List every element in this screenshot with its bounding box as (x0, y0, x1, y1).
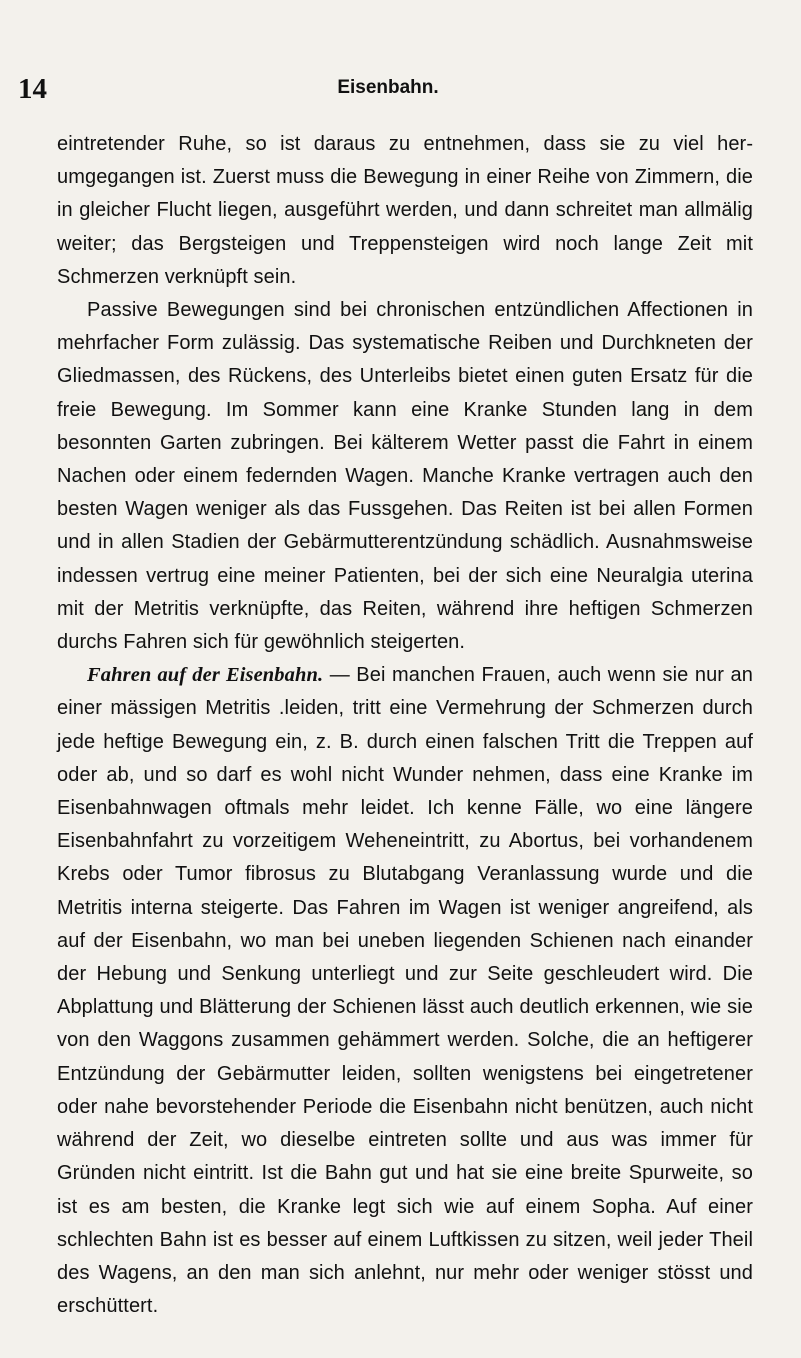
body-text (57, 128, 753, 1323)
paragraph-text: Passive Bewegungen sind bei chronischen entzündlichen Affectionen in mehrfacher Form zulässig. Das systematische Reiben und Durchkneten der Gliedmassen, des Rückens, des Unterleibs bietet einen guten Ersatz für die freie Bewegung. Im Sommer kann eine Kranke Stunden lang in dem besonnten Garten zubringen. Bei kälterem Wetter passt die Fahrt in einem Nachen oder einem federnden Wagen. Manche Kranke vertragen auch den besten Wagen weniger als das Fussgehen. Das Reiten ist bei allen Formen und in allen Stadien der Gebärmutterentzündung schädlich. Ausnahmsweise indessen vertrug eine meiner Patienten, bei der sich eine Neuralgia uterina mit der Metritis verknüpfte, das Reiten, während ihre heftigen Schmerzen durchs Fahren sich für gewöhnlich steigerten. (57, 299, 753, 654)
paragraph-text: — Bei manchen Frauen, auch wenn sie nur an einer mässigen Metritis .leiden, tritt eine Vermehrung der Schmerzen durch jede heftige Bewegung ein, z. B. durch einen falschen Tritt die Treppen auf oder ab, und so darf es wohl nicht Wunder nehmen, dass eine Kranke im Eisenbahnwagen oftmals mehr leidet. Ich kenne Fälle, wo eine längere Eisenbahnfahrt zu vorzeitigem Weheneintritt, zu Abortus, bei vorhandenem Krebs oder Tumor fibrosus zu Blutabgang Veranlassung wurde und die Metritis interna steigerte. Das Fahren im Wagen ist weniger angreifend, als auf der Eisenbahn, wo man bei uneben liegenden Schienen nach einander der Hebung und Senkung unterliegt und zur Seite geschleudert wird. Die Abplattung und Blätterung der Schienen lässt auch deutlich erkennen, wie sie von den Waggons zusammen gehämmert werden. Solche, die an heftigerer Entzündung der Gebärmutter leiden, sollten wenigstens bei eingetretener oder nahe bevorstehender Periode die Eisenbahn nicht benützen, auch nicht während der Zeit, wo dieselbe eintreten sollte und aus was immer für Gründen nicht eintritt. Ist die Bahn gut und hat sie eine breite Spurweite, so ist es am besten, die Kranke legt sich wie auf einem Sopha. Auf einer schlechten Bahn ist es besser auf einem Luftkissen zu sitzen, weil jeder Theil des Wagens, an den man sich anlehnt, nur mehr oder weniger stösst und erschüttert. (57, 664, 753, 1318)
page-header (18, 74, 758, 104)
paragraph-passive-movements (57, 294, 753, 659)
paragraph-text: eintretender Ruhe, so ist daraus zu entnehmen, dass sie zu viel herumgegangen ist. Zuerst muss die Bewegung in einer Reihe von Zimmern, die in gleicher Flucht liegen, ausgeführt werden, und dann schreitet man allmälig weiter; das Bergsteigen und Treppensteigen wird noch lange Zeit mit Schmerzen verknüpft sein. (57, 133, 753, 288)
running-title: Eisenbahn. (337, 77, 439, 98)
page-number: 14 (18, 73, 47, 105)
paragraph-continuation (57, 128, 753, 294)
paragraph-railway-travel (57, 659, 753, 1323)
section-heading: Fahren auf der Eisenbahn. (87, 664, 324, 687)
